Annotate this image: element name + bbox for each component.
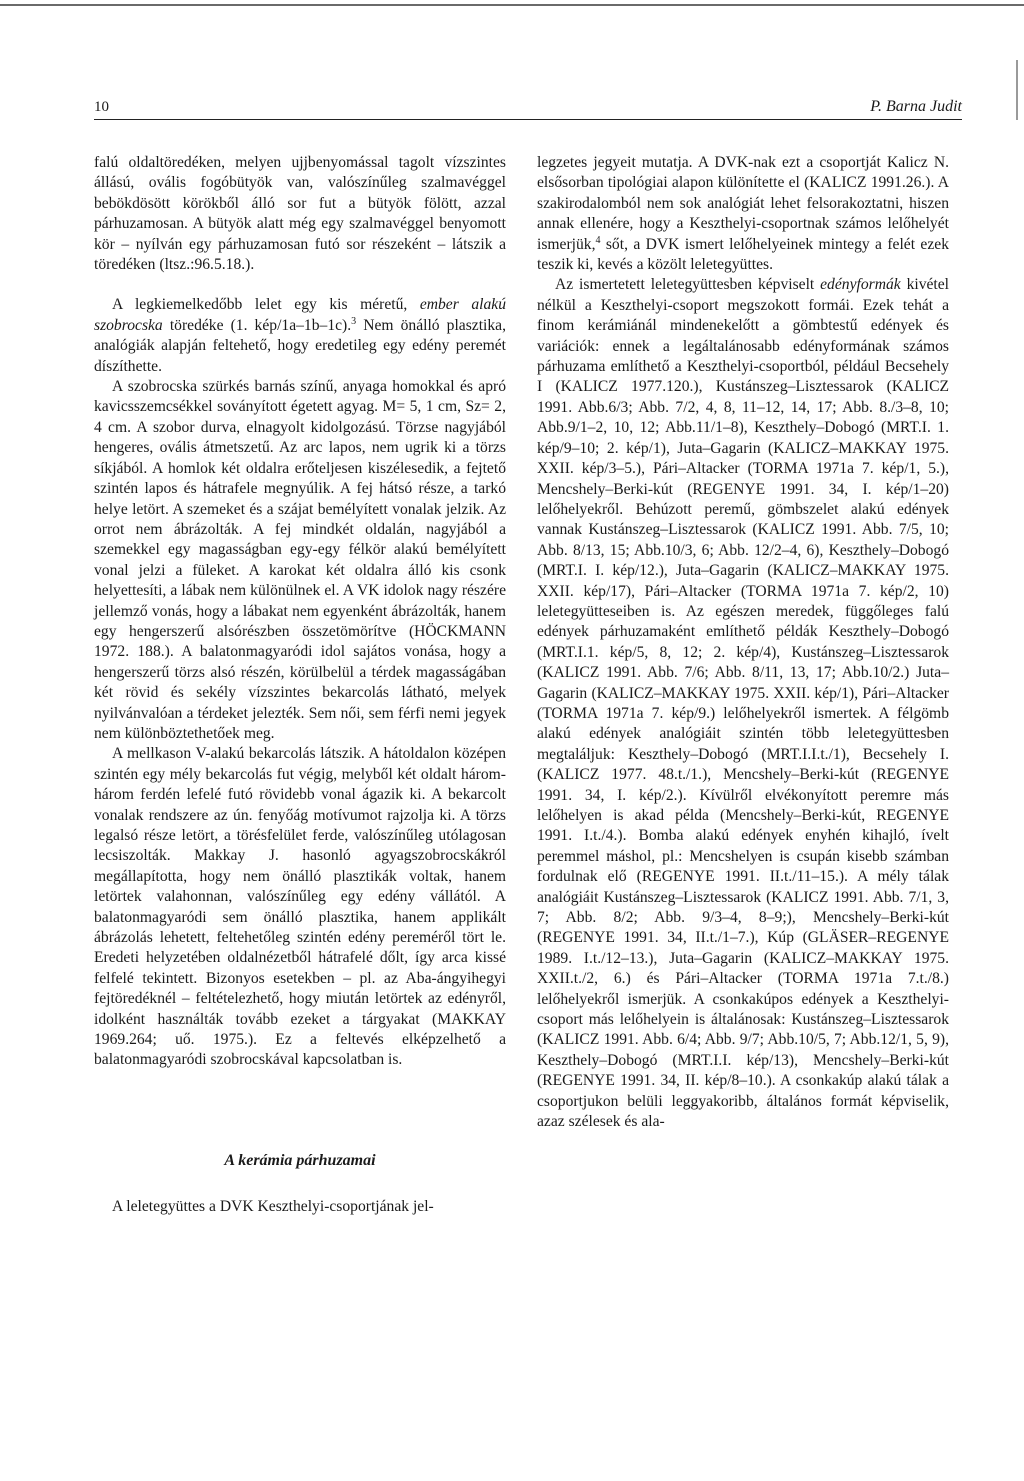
text-run: töredéke (1. kép/1a–1b–1c). [162,316,352,334]
italic-term: edényformák [820,276,901,294]
footnote-ref-4[interactable]: 4 [595,234,601,246]
text-run: Nem önálló plasztika, analógiák alapján feltehető, hogy eredetileg egy edény peremét díszíthette. [94,316,506,375]
section-heading: A kerámia párhuzamai [224,1151,376,1169]
page-number: 10 [94,99,109,115]
text-run: Az ismertetett leletegyüttesben képviselt [555,276,821,294]
right-column [537,153,949,1383]
text-run: A legkiemelkedőbb lelet egy kis méretű, [112,296,420,314]
scan-edge-mark [1016,60,1018,120]
left-paragraph-2 [94,295,506,377]
top-rule [0,4,1024,6]
footnote-ref-3[interactable]: 3 [351,315,357,327]
right-paragraph-2 [537,275,949,1132]
text-run: legzetes jegyeit mutatja. A DVK-nak ezt a csoportját Kalicz N. elsősorban tipológiai alapon különítette el (KALICZ 1991.26.). A szakirodalomból nem sok analógiát lehet felsorakoztatni, hiszen annak ellenére, hogy a Keszthelyi-csoportnak számos lelőhelyét ismerjük, [537,154,949,253]
left-paragraph-1: falú oldaltöredéken, melyen ujjbenyomással tagolt vízszintes állású, ovális fogóbütyök van, valószínűleg szalmavéggel bebökdösött körökből álló sor fut a bütyök fölött, azzal párhuzamosan. A bütyök alatt még egy szalmavéggel benyomott kör – nyílván egy párhuzamosan futó sor részeként – látszik a töredéken (ltsz.:96.5.18.). [94,154,506,274]
text-run: kivétel nélkül a Keszthelyi-csoport megszokott formái. Ezek tehát a finom kerámiánál mindenekelőtt a gömbtestű edények és variációk: ennek a legáltalánosabb edényformának számos párhuzama említhető a Keszthelyi-csoportból, például Becsehely I (KALICZ 1977.120.), Kustánszeg–Lisztessarok (KALICZ 1991. Abb.6/3; Abb. 7/2, 4, 8, 11–12, 14, 17; Abb. 8./3–8, 10; Abb.9/1–2, 10, 12; Abb.11/1–8), Keszthely–Dobogó (MRT.I. 1. kép/9–10; 2. kép/1), Juta–Gagarin (KALICZ–MAKKAY 1975. XXII. kép/3–5.), Pári–Altacker (TORMA 1971a 7. kép/1, 5.), Mencshely–Berki-kút (REGENYE 1991. 34, I. kép/1–20) lelőhelyekről. Behúzott peremű, gömbszelet alakú edények vannak Kustánszeg–Lisztessarok (KALICZ 1991. Abb. 7/5, 10; Abb. 8/13, 15; Abb.10/3, 6; Abb. 12/2–4, 6), Keszthely–Dobogó (MRT.I. I. kép/12.), Juta–Gagarin (KALICZ–MAKKAY 1975. XXII. kép/17), Pári–Altacker (TORMA 1971a 7. kép/2, 10) leletegyütteseiben is. Az egészen meredek, függőleges falú edények párhuzamaként említhető példák Keszthely–Dobogó (MRT.I.1. kép/5, 8, 12; 2. kép/4), Kustánszeg–Lisztessarok (KALICZ 1991. Abb. 7/6; Abb. 8/11, 13, 17; Abb.10/2.) Juta–Gagarin (KALICZ–MAKKAY 1975. XXII. kép/1), Pári–Altacker (TORMA 1971a 7. kép/9.) lelőhelyekről ismertek. A félgömb alakú edények analógiáit szintén több leletegyüttesben megtaláljuk: Keszthely–Dobogó (MRT.I.I.t./1), Becsehely I. (KALICZ 1977. 48.t./1.), Mencshely–Berki-kút (REGENYE 1991. 34, I. kép/2.). Kívülről elvékonyított peremre más lelőhelyen is akad példa (Mencshely–Berki-kút, REGENYE 1991. I.t./4.). Bomba alakú edények enyhén kihajló, ívelt peremmel máshol, pl.: Mencshelyen is csupán kisebb számban fordulnak elő (REGENYE 1991. II.t./11–15.). A mély tálak analógiáit Kustánszeg–Lisztessarok (KALICZ 1991. Abb. 7/1, 3, 7; Abb. 8/2; Abb. 9/3–4, 8–9;), Mencshely–Berki-kút (REGENYE 1991. 34, II.t./1–7.), Kúp (GLÄSER–REGENYE 1989. I.t./12–13.), Juta–Gagarin (KALICZ–MAKKAY 1975. XXII.t./2, 6.) és Pári–Altacker (TORMA 1971a 7.t./8.) lelőhelyekről ismerjük. A csonkakúpos edények a Keszthelyi-csoport más lelőhelyein is általánosak: Kustánszeg–Lisztessarok (KALICZ 1991. Abb. 6/4; Abb. 9/7; Abb.10/5, 7; Abb.12/1, 5, 9), Keszthely–Dobogó (MRT.I.I. kép/13), Mencshely–Berki-kút (REGENYE 1991. 34, II. kép/8–10.). A csonkakúp alakú tálak a csoportjukon belüli leggyakoribb, általános formát képviselik, azaz szélesek és ala- [537,276,949,1131]
text-run: sőt, a DVK ismert lelőhelyeinek mintegy a felét ezek teszik ki, kevés a közölt leletegyüttes. [537,235,949,274]
left-paragraph-4: A mellkason V-alakú bekarcolás látszik. A hátoldalon középen szintén egy mély bekarcolás fut végig, melyből két oldalt három-három ferdén lefelé futó rövidebb vonal ágazik ki. A bekarcolt vonalak rendszere az ún. fenyőág motívumot rajzolja ki. A törzs legalsó része letört, a törésfelület ferde, valószínűleg utólagosan lecsiszolták. Makkay J. hasonló agyagszobrocskákról megállapította, hogy nem önálló plasztikák voltak, hanem letörtek valahonnan, valószínűleg egy edény vállától. A balatonmagyaródi sem önálló plasztika, hanem applikált ábrázolás lehetett, feltehetőleg szintén edény pereméről tört le. Eredeti helyzetében oldalnézetből hátrafelé dőlt, így arca kissé felfelé tekintett. Bizonyos esetekben – pl. az Aba-ángyihegyi fejtöredéknél – feltételezhető, hogy miután letörtek az edényről, idolként használták tovább ezeket a tárgyakat (MAKKAY 1969.264; uő. 1975.). Ez a feltevés elképzelhető a balatonmagyaródi szobrocskával kapcsolatban is. [94,745,506,1069]
italic-term: ember alakú szobrocska [94,296,506,334]
left-paragraph-5: A leletegyüttes a DVK Keszthelyi-csoportjának jel- [112,1198,434,1216]
left-column [94,153,506,1383]
running-head-author: P. Barna Judit [870,98,962,115]
right-paragraph-1 [537,153,949,275]
page-header [94,97,962,120]
left-paragraph-3: A szobrocska szürkés barnás színű, anyaga homokkal és apró kavicsszemcsékkel soványított égetett agyag. M= 5, 1 cm, Sz= 2, 4 cm. A szobor durva, elnagyolt kidolgozású. Törzse nagyjából hengeres, ovális átmetszetű. Az arc lapos, nem ugrik ki a törzs síkjából. A homlok két oldalra erőteljesen kiszélesedik, a fejtető szintén lapos és hátrafele megnyúlik. A fej hátsó része, a tarkó helye letört. A szemeket és a szájat bemélyített vonalak jelzik. Az orrot nem ábrázolták. A fej mindkét oldalán, nagyjából a szemekkel egy magasságban egy-egy félkör alakú bemélyített vonal jelzi a füleket. A karokat két oldalra álló kis csonk helyettesíti, a lábak nem különülnek el. A VK idolok nagy részére jellemző vonás, hogy a lábakat nem egyenként ábrázolták, hanem egy hengerszerű alsórészben összetömörítve (HÖCKMANN 1972. 188.). A balatonmagyaródi idol sajátos vonása, hogy a hengerszerű törzs alsó részén, körülbelül a térdek magasságában két rövid és sekély vízszintes bekarcolás látható, melyek nyilvánvalóan a térdeket jelezték. Sem női, sem férfi nemi jegyek nem különböztethetőek meg. [94,378,506,742]
